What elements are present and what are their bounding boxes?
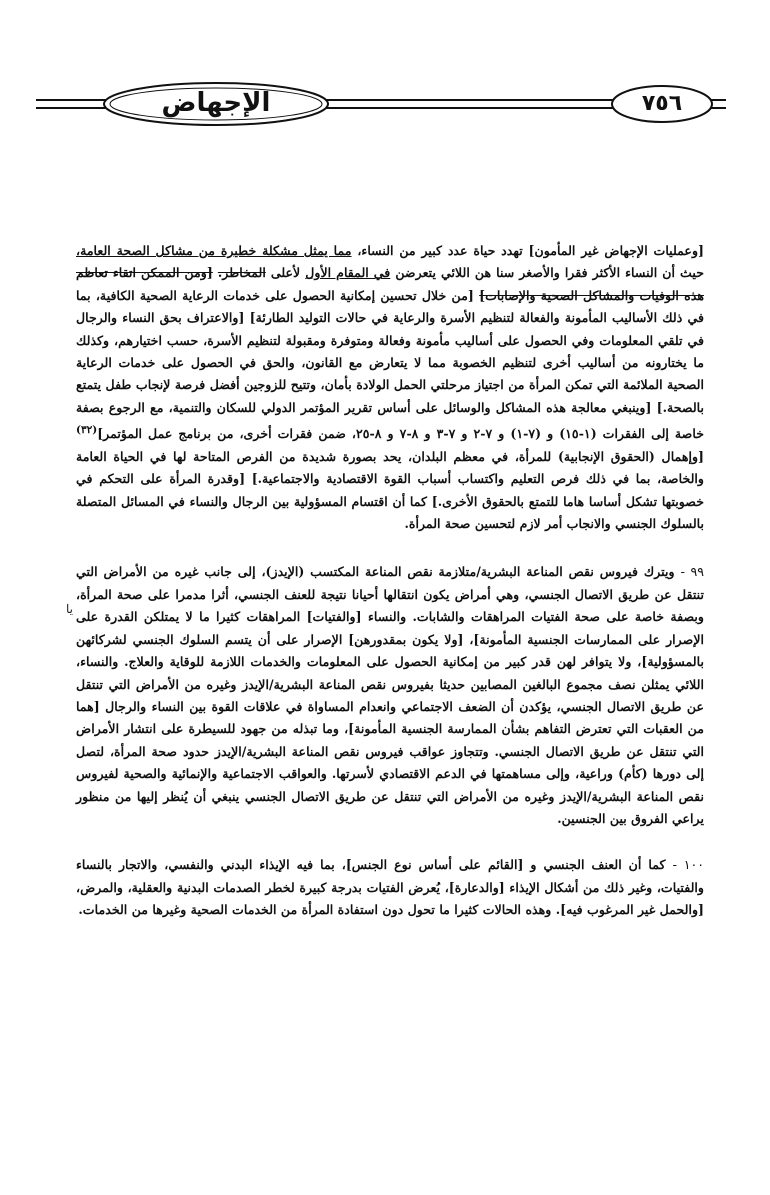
paragraph-number: ٩٩ -	[680, 564, 704, 580]
text-segment: كما أن العنف الجنسي و [القائم على أساس نوع الجنس]، بما فيه الإيذاء البدني والنفسي، والاتجار بالنساء والفتيات، وغير ذلك من أشكال الإيذاء [والدعارة]، يُعرض الفتيات بدرجة كبيرة لخطر الصدمات البدنية والعقلية، والمرض، [والحمل غير المرغوب فيه]. وهذه الحالات كثيرا ما تحول دون استفادة المرأة من الخدمات الصحية وغيرها من الخدمات.	[76, 857, 704, 918]
chapter-title: الإجهاض	[161, 88, 271, 118]
paragraph-98	[76, 240, 704, 535]
text-segment: [وعمليات الإجهاض غير المأمون] تهدد حياة عدد كبير من النساء،	[351, 243, 704, 258]
text-segment-underlined: في المقام الأول	[305, 265, 391, 281]
paragraph-number: ١٠٠ -	[672, 857, 704, 873]
document-body	[76, 240, 704, 922]
text-segment: ويترك فيروس نقص المناعة البشرية/متلازمة نقص المناعة المكتسب (الإيدز)، إلى جانب غيره من الأمراض التي تنتقل عن طريق الاتصال الجنسي، وهي أمراض يكون انتقالها أحيانا نتيجة للعنف الجنسي، أثرا مدمرا على صحة المرأة، وبصفة خاصة على صحة الفتيات المراهقات والشابات. والنساء [والفتيات] المراهقات كثيرا ما لا يمتلكن القدرة على الإصرار على الممارسات الجنسية المأمونة]، [ولا يكون بمقدورهن] الإصرار على أن يتسم السلوك الجنسي لشركائهن بالمسؤولية]، ولا يتوافر لهن قدر كبير من إمكانية الحصول على المعلومات والخدمات اللازمة للوقاية والعلاج. والنساء، اللائي يمثلن نصف مجموع البالغين المصابين حديثا بفيروس نقص المناعة البشرية/الإيدز وغيره من الأمراض التي تنتقل عن طريق الاتصال الجنسي، يؤكدن أن الضعف الاجتماعي وانعدام المساواة في علاقات القوة بين النساء والرجال [هما من العقبات التي تعترض التفاهم بشأن الممارسة الجنسية المأمونة]، وما تبذله من جهود للسيطرة على انتشار الأمراض التي تنتقل عن طريق الاتصال الجنسي. وتتجاوز عواقب فيروس نقص المناعة البشرية/الإيدز حدود صحة المرأة، لتصل إلى دورها (كأم) وراعية، وإلى مساهمتها في الدعم الاقتصادي لأسرتها. والعواقب الاجتماعية والإنمائية والصحية لفيروس نقص المناعة البشرية/الإيدز وغيره من الأمراض التي تنتقل عن طريق الاتصال الجنسي ينبغي أن يُنظر إليها من منظور يراعي الفروق بين الجنسين.	[76, 564, 704, 826]
text-segment: [من خلال تحسين إمكانية الحصول على خدمات الرعاية الصحية الكافية، بما في ذلك الأساليب المأمونة والفعالة لتنظيم الأسرة والرعاية في حالات التوليد الطارئة] [والاعتراف بحق النساء والرجال في تلقي المعلومات وفي الحصول على أساليب مأمونة وفعالة ومتوفرة ومقبولة لتنظيم الأسرة، حسب اختيارهم، وكذلك ما يختارونه من أساليب أخرى لتنظيم الخصوبة مما لا يتعارض مع القانون، والحق في الحصول على خدمات الرعاية الصحية الملائمة التي تمكن المرأة من اجتياز مرحلتي الحمل الولادة بأمان، وتتيح للزوجين أفضل فرصة لإنجاب طفل يتمتع بالصحة.] [وينبغي معالجة هذه المشاكل والوسائل على أساس تقرير المؤتمر الدولي للسكان والتنمية، مع الرجوع بصفة خاصة إلى الفقرات (١-١٥) و (٧-١) و ٧-٢ و ٧-٣ و ٨-٧ و ٨-٢٥، ضمن فقرات أخرى، من برنامج عمل المؤتمر]	[76, 287, 704, 442]
text-segment: لأعلى	[265, 265, 306, 281]
page-number: ٧٥٦	[641, 91, 683, 116]
text-segment-underlined: مما يمثل مشكلة خطيرة من مشاكل الصحة العامة،	[76, 243, 352, 258]
footnote-ref: (٣٢)	[76, 424, 98, 437]
text-segment: [وإهمال (الحقوق الإنجابية) للمرأة، في معظم البلدان، يحد بصورة شديدة من الفرص المتاحة لها في الحياة العامة والخاصة، بما في ذلك فرص التعليم واكتساب أسباب القوة الاقتصادية والاجتماعية.] [وقدرة المرأة على التحكم في خصوبتها تشكل أساسا هاما للتمتع بالحقوق الأخرى.] كما أن اقتسام المسؤولية بين الرجال والنساء في المسائل المتصلة بالسلوك الجنسي والانجاب أمر لازم لتحسين صحة المرأة.	[76, 448, 704, 532]
page-header	[36, 78, 726, 130]
text-segment: حيث أن النساء الأكثر فقرا والأصغر سنا هن اللائي يتعرضن	[390, 265, 704, 281]
paragraph-99	[76, 561, 704, 830]
paragraph-100	[76, 854, 704, 921]
text-segment-struck: المخاطر.	[217, 265, 266, 281]
margin-annotation: يا	[66, 602, 73, 616]
text-segment-struck: [ومن الممكن اتقاء تعاظم هذه الوفيات والمشاكل الصحية والإصابات]	[76, 265, 704, 303]
